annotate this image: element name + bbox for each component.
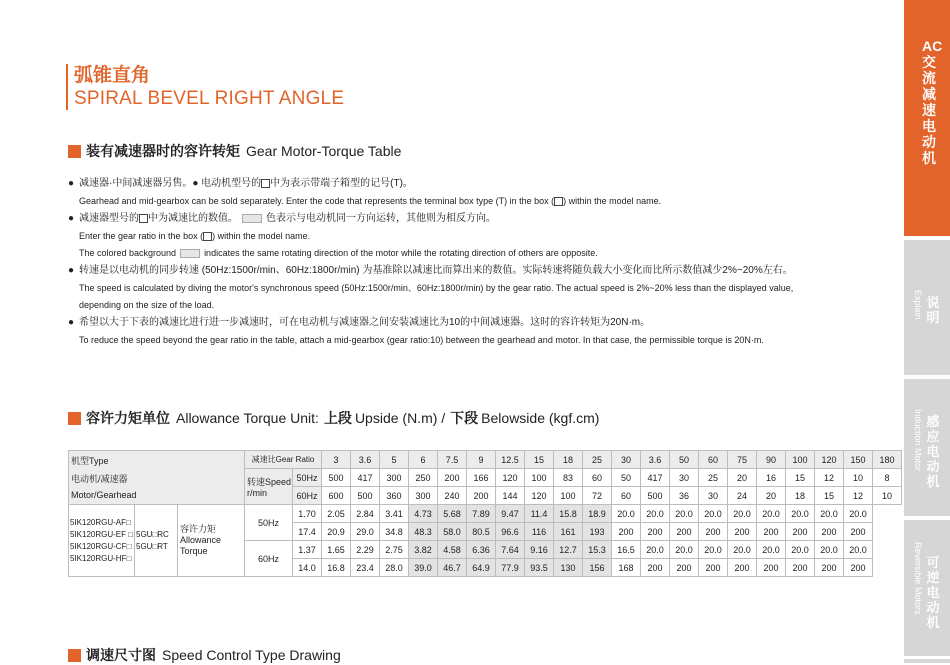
torque-60hz-nm-cell-4: 3.82	[409, 541, 438, 559]
ratio-cell-13: 60	[699, 451, 728, 469]
ratio-cell-17: 120	[815, 451, 844, 469]
speed-60hz-cell-17: 15	[815, 487, 844, 505]
tab-label-cn: 说明	[926, 295, 940, 325]
note-1-cn: ● 减速器·中间减速器另售。● 电动机型号的 中为表示带端子箱型的记号(T)。	[68, 175, 858, 193]
torque-60hz-nm-cell-7: 7.64	[496, 541, 525, 559]
bullet-icon: ●	[68, 265, 75, 276]
motor-model-0: 5IK120RGU-AF□	[70, 517, 131, 527]
sidebar-tab-reversible-motors[interactable]	[904, 520, 950, 656]
torque-60hz-nm-cell-9: 12.7	[554, 541, 583, 559]
speed-60hz-cell-11: 500	[641, 487, 670, 505]
speed-50hz-cell-11: 417	[641, 469, 670, 487]
torque-60hz-nm-cell-8: 9.16	[525, 541, 554, 559]
torque-50hz-nm-cell-7: 9.47	[496, 505, 525, 523]
ratio-cell-16: 100	[786, 451, 815, 469]
torque-50hz-nm-cell-0: 1.70	[293, 505, 322, 523]
speed-50hz-cell-3: 250	[409, 469, 438, 487]
torque-50hz-kgf-cell-5: 58.0	[438, 523, 467, 541]
tab-label-cn: 可逆电动机	[926, 555, 940, 630]
hz-50-label: 50Hz	[293, 469, 322, 487]
torque-60hz-kgf-cell-0: 14.0	[293, 559, 322, 577]
header-gear-ratio: 减速比Gear Ratio	[245, 451, 322, 469]
sidebar-tab-explain[interactable]	[904, 240, 950, 375]
torque-50hz-kgf-cell-4: 48.3	[409, 523, 438, 541]
torque-60hz-kgf-cell-4: 39.0	[409, 559, 438, 577]
torque-50hz-nm-cell-6: 7.89	[467, 505, 496, 523]
ratio-cell-9: 25	[583, 451, 612, 469]
torque-60hz-kgf-cell-11: 168	[612, 559, 641, 577]
torque-50hz-kgf-cell-6: 80.5	[467, 523, 496, 541]
ratio-cell-6: 12.5	[496, 451, 525, 469]
torque-50hz-nm-cell-3: 3.41	[380, 505, 409, 523]
torque-50hz-kgf-cell-17: 200	[786, 523, 815, 541]
speed-50hz-cell-18: 10	[844, 469, 873, 487]
ratio-cell-14: 75	[728, 451, 757, 469]
note-4-en: To reduce the speed beyond the gear ratio in the table, attach a mid-gearbox (gear ratio:10) between the gearhead and motor. In that case, the permissible torque is 20N·m.	[79, 335, 764, 345]
ratio-cell-10: 30	[612, 451, 641, 469]
note-4-cn: ● 希望以大于下表的减速比进行进一步减速时，可在电动机与减速器之间安装减速比为10的中间减速器。这时的容许转矩为20N·m。	[68, 314, 858, 332]
page-title	[66, 64, 344, 110]
torque-50hz-kgf-cell-16: 200	[757, 523, 786, 541]
speed-50hz-cell-5: 166	[467, 469, 496, 487]
speed-50hz-cell-10: 50	[612, 469, 641, 487]
ratio-cell-15: 90	[757, 451, 786, 469]
speed-60hz-cell-5: 200	[467, 487, 496, 505]
speed-60hz-cell-19: 10	[873, 487, 902, 505]
torque-50hz-kgf-cell-9: 161	[554, 523, 583, 541]
sidebar	[904, 0, 950, 663]
heading-upside-cn: 上段	[323, 410, 352, 426]
torque-50hz-kgf-cell-7: 96.6	[496, 523, 525, 541]
box-icon	[203, 232, 212, 241]
gearhead-models	[135, 505, 178, 577]
torque-50hz-kgf-cell-15: 200	[728, 523, 757, 541]
torque-50hz-kgf-cell-14: 200	[699, 523, 728, 541]
torque-50hz-nm-cell-8: 11.4	[525, 505, 554, 523]
color-swatch	[180, 249, 200, 258]
torque-50hz-kgf-cell-18: 200	[815, 523, 844, 541]
tab-label-cn: 感应电动机	[926, 414, 940, 489]
torque-50hz-nm-cell-5: 5.68	[438, 505, 467, 523]
torque-60hz-nm-cell-15: 20.0	[728, 541, 757, 559]
torque-50hz-nm-cell-19: 20.0	[844, 505, 873, 523]
heading-belowside-cn: 下段	[450, 410, 479, 426]
speed-50hz-cell-9: 60	[583, 469, 612, 487]
torque-60hz-nm-cell-18: 20.0	[815, 541, 844, 559]
heading-cn: 调速尺寸图	[86, 647, 156, 663]
bullet-icon: ●	[68, 317, 75, 328]
torque-50hz-nm-cell-15: 20.0	[728, 505, 757, 523]
torque-50hz-kgf-cell-13: 200	[670, 523, 699, 541]
torque-60hz-kgf-cell-17: 200	[786, 559, 815, 577]
speed-50hz-cell-2: 300	[380, 469, 409, 487]
speed-50hz-cell-15: 16	[757, 469, 786, 487]
torque-50hz-kgf-cell-3: 34.8	[380, 523, 409, 541]
tab-label-cn: AC交流减速电动机	[922, 38, 943, 166]
torque-50hz-nm-cell-1: 2.05	[322, 505, 351, 523]
speed-50hz-cell-14: 20	[728, 469, 757, 487]
torque-60hz-nm-cell-17: 20.0	[786, 541, 815, 559]
title-cn: 弧锥直角	[74, 65, 151, 86]
torque-60hz-kgf-cell-6: 64.9	[467, 559, 496, 577]
speed-60hz-cell-4: 240	[438, 487, 467, 505]
torque-50hz-nm-cell-17: 20.0	[786, 505, 815, 523]
ratio-cell-19: 180	[873, 451, 902, 469]
speed-60hz-cell-9: 72	[583, 487, 612, 505]
speed-50hz-cell-16: 15	[786, 469, 815, 487]
note-2-en-2: The colored background indicates the same rotating direction of the motor while the rotating direction of others are opposite.	[79, 248, 598, 258]
torque-50hz-nm-cell-9: 15.8	[554, 505, 583, 523]
torque-50hz-nm-cell-13: 20.0	[670, 505, 699, 523]
torque-60hz-kgf-cell-10: 156	[583, 559, 612, 577]
ratio-cell-1: 3.6	[351, 451, 380, 469]
speed-60hz-cell-13: 30	[699, 487, 728, 505]
header-speed: 转速Speed r/min	[245, 469, 293, 505]
heading-upside-en: Upside (N.m) /	[354, 410, 446, 426]
ratio-cell-11: 3.6	[641, 451, 670, 469]
torque-60hz-nm-cell-12: 20.0	[641, 541, 670, 559]
torque-50hz-kgf-cell-12: 200	[641, 523, 670, 541]
section-marker-icon	[68, 412, 81, 425]
tab-label-en: Reversible Motors	[913, 542, 923, 615]
torque-50hz-kgf-cell-1: 20.9	[322, 523, 351, 541]
torque-60hz-kgf-cell-1: 16.8	[322, 559, 351, 577]
torque-60hz-nm-cell-14: 20.0	[699, 541, 728, 559]
speed-60hz-cell-18: 12	[844, 487, 873, 505]
motor-model-2: 5IK120RGU-CF□	[70, 541, 132, 551]
speed-60hz-cell-15: 20	[757, 487, 786, 505]
torque-60hz-nm-cell-3: 2.75	[380, 541, 409, 559]
gearhead-model-0: 5GU□RC	[136, 529, 169, 539]
torque-table	[68, 450, 902, 577]
heading-en: Allowance Torque Unit:	[176, 410, 319, 426]
torque-60hz-nm-cell-6: 6.36	[467, 541, 496, 559]
speed-50hz-cell-17: 12	[815, 469, 844, 487]
motor-model-1: 5IK120RGU-EF □	[70, 529, 134, 539]
torque-50hz-nm-cell-10: 18.9	[583, 505, 612, 523]
speed-60hz-cell-12: 36	[670, 487, 699, 505]
torque-60hz-kgf-cell-18: 200	[815, 559, 844, 577]
torque-60hz-kgf-cell-15: 200	[728, 559, 757, 577]
box-icon	[554, 197, 563, 206]
torque-60hz-nm-cell-13: 20.0	[670, 541, 699, 559]
torque-50hz-kgf-cell-8: 116	[525, 523, 554, 541]
speed-60hz-cell-2: 360	[380, 487, 409, 505]
speed-50hz-cell-19: 8	[873, 469, 902, 487]
heading-en: Speed Control Type Drawing	[162, 647, 341, 663]
title-en: SPIRAL BEVEL RIGHT ANGLE	[74, 88, 345, 109]
section-allowance-torque-heading	[68, 408, 599, 428]
ratio-cell-7: 15	[525, 451, 554, 469]
ratio-cell-12: 50	[670, 451, 699, 469]
section-speed-control-heading	[68, 645, 341, 665]
torque-60hz-nm-cell-19: 20.0	[844, 541, 873, 559]
torque-50hz-nm-cell-18: 20.0	[815, 505, 844, 523]
torque-60hz-kgf-cell-12: 200	[641, 559, 670, 577]
torque-60hz-kgf-cell-8: 93.5	[525, 559, 554, 577]
torque-60hz-kgf-cell-14: 200	[699, 559, 728, 577]
torque-50hz-nm-cell-14: 20.0	[699, 505, 728, 523]
speed-50hz-cell-13: 25	[699, 469, 728, 487]
speed-60hz-cell-1: 500	[351, 487, 380, 505]
tab-label-en: Induction Motor	[913, 409, 923, 472]
speed-50hz-cell-7: 100	[525, 469, 554, 487]
sidebar-tab-ac-motor[interactable]	[904, 0, 950, 236]
speed-60hz-cell-7: 120	[525, 487, 554, 505]
section-marker-icon	[68, 649, 81, 662]
tab-label-en: Explain	[913, 290, 923, 320]
torque-60hz-nm-cell-5: 4.58	[438, 541, 467, 559]
ratio-cell-2: 5	[380, 451, 409, 469]
speed-60hz-cell-16: 18	[786, 487, 815, 505]
speed-60hz-cell-3: 300	[409, 487, 438, 505]
ratio-cell-18: 150	[844, 451, 873, 469]
torque-60hz-nm-cell-10: 15.3	[583, 541, 612, 559]
speed-60hz-cell-8: 100	[554, 487, 583, 505]
torque-50hz-nm-cell-11: 20.0	[612, 505, 641, 523]
torque-50hz-kgf-cell-10: 193	[583, 523, 612, 541]
torque-60hz-nm-cell-16: 20.0	[757, 541, 786, 559]
color-swatch	[242, 214, 262, 223]
speed-60hz-cell-6: 144	[496, 487, 525, 505]
section-torque-table-heading	[68, 141, 401, 161]
note-3-en: The speed is calculated by diving the motor's synchronous speed (50Hz:1500r/min、60Hz:1800r/min) by the gear ratio. The actual speed is 2%~20% less than the displayed value,	[79, 283, 794, 293]
torque-50hz-nm-cell-2: 2.84	[351, 505, 380, 523]
ratio-cell-4: 7.5	[438, 451, 467, 469]
sidebar-tab-edge	[904, 659, 950, 663]
sidebar-tab-induction-motor[interactable]	[904, 379, 950, 516]
torque-60hz-nm-cell-2: 2.29	[351, 541, 380, 559]
torque-60hz-nm-cell-11: 16.5	[612, 541, 641, 559]
allowance-torque-label: 容许力矩 Allowance Torque	[178, 505, 245, 577]
section-heading-cn: 装有减速器时的容许转矩	[86, 143, 240, 159]
hz-50-torque: 50Hz	[245, 505, 293, 541]
torque-50hz-nm-cell-16: 20.0	[757, 505, 786, 523]
torque-60hz-kgf-cell-3: 28.0	[380, 559, 409, 577]
torque-60hz-kgf-cell-5: 46.7	[438, 559, 467, 577]
torque-60hz-kgf-cell-13: 200	[670, 559, 699, 577]
hz-60-label: 60Hz	[293, 487, 322, 505]
speed-50hz-cell-12: 30	[670, 469, 699, 487]
bullet-icon: ●	[68, 213, 75, 224]
speed-50hz-cell-4: 200	[438, 469, 467, 487]
hz-60-torque: 60Hz	[245, 541, 293, 577]
motor-model-3: 5IK120RGU-HF□	[70, 553, 132, 563]
ratio-cell-0: 3	[322, 451, 351, 469]
speed-50hz-cell-8: 83	[554, 469, 583, 487]
speed-60hz-cell-14: 24	[728, 487, 757, 505]
bullet-icon: ●	[68, 178, 75, 189]
torque-50hz-nm-cell-4: 4.73	[409, 505, 438, 523]
notes	[68, 175, 858, 349]
speed-60hz-cell-10: 60	[612, 487, 641, 505]
torque-60hz-nm-cell-0: 1.37	[293, 541, 322, 559]
gearhead-model-1: 5GU□RT	[136, 541, 168, 551]
heading-cn: 容许力矩单位	[86, 410, 170, 426]
torque-60hz-nm-cell-1: 1.65	[322, 541, 351, 559]
note-1-en: Gearhead and mid-gearbox can be sold separately. Enter the code that represents the terminal box type (T) in the box ( ) within the model name.	[79, 196, 662, 206]
torque-60hz-kgf-cell-7: 77.9	[496, 559, 525, 577]
note-2-en-1: Enter the gear ratio in the box ( ) within the model name.	[79, 231, 311, 241]
box-icon	[261, 179, 270, 188]
torque-50hz-nm-cell-12: 20.0	[641, 505, 670, 523]
ratio-cell-3: 6	[409, 451, 438, 469]
speed-50hz-cell-1: 417	[351, 469, 380, 487]
torque-50hz-kgf-cell-2: 29.0	[351, 523, 380, 541]
torque-50hz-kgf-cell-19: 200	[844, 523, 873, 541]
ratio-cell-5: 9	[467, 451, 496, 469]
speed-60hz-cell-0: 600	[322, 487, 351, 505]
heading-belowside-en: Belowside (kgf.cm)	[481, 410, 600, 426]
torque-50hz-kgf-cell-0: 17.4	[293, 523, 322, 541]
section-marker-icon	[68, 145, 81, 158]
motor-models	[69, 505, 135, 577]
speed-50hz-cell-6: 120	[496, 469, 525, 487]
header-model: 机型Type 电动机/减速器 Motor/Gearhead	[69, 451, 245, 505]
box-icon	[139, 214, 148, 223]
ratio-cell-8: 18	[554, 451, 583, 469]
section-heading-en: Gear Motor-Torque Table	[246, 143, 402, 159]
note-3-cn: ● 转速是以电动机的同步转速 (50Hz:1500r/min、60Hz:1800r/min) 为基准除以减速比而算出来的数值。实际转速将随负载大小变化而比所示数值减少2%~20%左右。	[68, 262, 858, 280]
torque-60hz-kgf-cell-16: 200	[757, 559, 786, 577]
note-2-cn: ● 减速器型号的 中为减速比的数值。 色表示与电动机同一方向运转，其他则为相反方向。	[68, 210, 858, 228]
torque-60hz-kgf-cell-19: 200	[844, 559, 873, 577]
torque-60hz-kgf-cell-9: 130	[554, 559, 583, 577]
torque-60hz-kgf-cell-2: 23.4	[351, 559, 380, 577]
torque-50hz-kgf-cell-11: 200	[612, 523, 641, 541]
note-3-en-2: depending on the size of the load.	[79, 300, 215, 310]
speed-50hz-cell-0: 500	[322, 469, 351, 487]
